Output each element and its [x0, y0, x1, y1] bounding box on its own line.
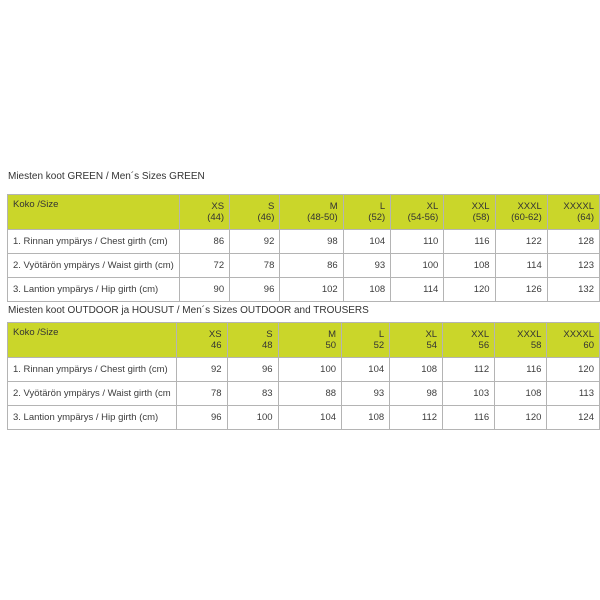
size-header-label: Koko /Size	[8, 195, 180, 230]
table-row	[8, 406, 600, 430]
measurement-value: 88	[278, 382, 341, 406]
measurement-value: 100	[391, 254, 444, 278]
size-number: (54-56)	[407, 212, 439, 223]
size-number: (48-50)	[307, 212, 338, 223]
measurement-value: 98	[390, 382, 443, 406]
size-name: M	[328, 329, 337, 340]
measurement-value: 100	[227, 406, 278, 430]
size-header-cell	[547, 323, 600, 358]
size-header-cell	[390, 323, 443, 358]
size-name: XXXL	[517, 201, 542, 212]
table-row	[8, 230, 600, 254]
measurement-value: 93	[343, 254, 390, 278]
size-number: (46)	[257, 212, 275, 223]
size-header-label: Koko /Size	[8, 323, 177, 358]
measurement-value: 124	[547, 406, 600, 430]
measurement-value: 92	[176, 358, 227, 382]
size-number: 60	[583, 340, 594, 351]
measurement-label: 2. Vyötärön ympärys / Waist girth (cm	[8, 382, 177, 406]
size-name: XS	[208, 329, 222, 340]
size-number: 46	[210, 340, 222, 351]
table-header-row	[8, 195, 600, 230]
size-name: XS	[211, 201, 225, 212]
measurement-value: 110	[391, 230, 444, 254]
measurement-value: 86	[280, 254, 343, 278]
table-row	[8, 278, 600, 302]
table-row	[8, 358, 600, 382]
table-row	[8, 254, 600, 278]
size-header-cell	[342, 323, 390, 358]
measurement-label: 1. Rinnan ympärys / Chest girth (cm)	[8, 358, 177, 382]
size-name: XXXXL	[563, 201, 594, 212]
measurement-value: 108	[495, 382, 547, 406]
measurement-value: 96	[230, 278, 280, 302]
size-name: XL	[425, 329, 438, 340]
measurement-value: 96	[176, 406, 227, 430]
measurement-value: 86	[179, 230, 229, 254]
measurement-value: 116	[444, 230, 495, 254]
measurement-value: 116	[495, 358, 547, 382]
size-header-cell	[278, 323, 341, 358]
measurement-value: 83	[227, 382, 278, 406]
measurement-value: 72	[179, 254, 229, 278]
measurement-value: 90	[179, 278, 229, 302]
size-header-cell	[227, 323, 278, 358]
measurement-value: 116	[443, 406, 495, 430]
measurement-value: 93	[342, 382, 390, 406]
measurement-value: 108	[342, 406, 390, 430]
size-number: 52	[373, 340, 385, 351]
size-header-cell	[495, 323, 547, 358]
measurement-value: 120	[547, 358, 600, 382]
measurement-value: 123	[547, 254, 599, 278]
measurement-value: 98	[280, 230, 343, 254]
measurement-value: 112	[443, 358, 495, 382]
table-row	[8, 382, 600, 406]
measurement-value: 114	[495, 254, 547, 278]
size-name: L	[378, 329, 385, 340]
size-header-cell	[444, 195, 495, 230]
size-name: XXXXL	[563, 329, 594, 340]
size-number: 50	[325, 340, 337, 351]
size-number: 58	[530, 340, 542, 351]
measurement-value: 104	[342, 358, 390, 382]
measurement-label: 2. Vyötärön ympärys / Waist girth (cm)	[8, 254, 180, 278]
measurement-value: 120	[495, 406, 547, 430]
measurement-value: 92	[230, 230, 280, 254]
size-name: XXL	[471, 329, 490, 340]
size-number: 56	[478, 340, 490, 351]
measurement-label: 3. Lantion ympärys / Hip girth (cm)	[8, 278, 180, 302]
measurement-value: 96	[227, 358, 278, 382]
size-number: 48	[261, 340, 273, 351]
size-header-cell	[343, 195, 390, 230]
measurement-value: 128	[547, 230, 599, 254]
size-number: (64)	[577, 212, 594, 223]
size-header-cell	[179, 195, 229, 230]
measurement-value: 102	[280, 278, 343, 302]
size-name: XXXL	[517, 329, 542, 340]
measurement-value: 132	[547, 278, 599, 302]
size-header-cell	[547, 195, 599, 230]
measurement-value: 104	[278, 406, 341, 430]
measurement-value: 126	[495, 278, 547, 302]
measurement-label: 3. Lantion ympärys / Hip girth (cm)	[8, 406, 177, 430]
size-name: XXL	[471, 201, 490, 212]
size-header-cell	[391, 195, 444, 230]
size-name: M	[329, 201, 338, 212]
size-name: XL	[426, 201, 439, 212]
size-number: (60-62)	[511, 212, 542, 223]
size-number: (58)	[472, 212, 490, 223]
outdoor-size-table	[7, 322, 600, 430]
measurement-value: 108	[444, 254, 495, 278]
measurement-value: 112	[390, 406, 443, 430]
size-header-cell	[280, 195, 343, 230]
measurement-value: 78	[230, 254, 280, 278]
measurement-value: 108	[343, 278, 390, 302]
size-header-cell	[495, 195, 547, 230]
outdoor-sizes-title: Miesten koot OUTDOOR ja HOUSUT / Men´s Sizes OUTDOOR and TROUSERS	[8, 305, 369, 316]
measurement-value: 103	[443, 382, 495, 406]
green-sizes-title: Miesten koot GREEN / Men´s Sizes GREEN	[8, 171, 205, 182]
size-number: 54	[426, 340, 438, 351]
measurement-value: 108	[390, 358, 443, 382]
measurement-value: 104	[343, 230, 390, 254]
measurement-label: 1. Rinnan ympärys / Chest girth (cm)	[8, 230, 180, 254]
size-header-cell	[176, 323, 227, 358]
size-header-cell	[230, 195, 280, 230]
size-header-cell	[443, 323, 495, 358]
size-name: S	[268, 201, 275, 212]
measurement-value: 122	[495, 230, 547, 254]
size-number: (52)	[368, 212, 386, 223]
table-header-row	[8, 323, 600, 358]
measurement-value: 120	[444, 278, 495, 302]
green-size-table	[7, 194, 600, 302]
measurement-value: 113	[547, 382, 600, 406]
size-name: L	[379, 201, 386, 212]
size-number: (44)	[207, 212, 225, 223]
size-name: S	[266, 329, 273, 340]
measurement-value: 78	[176, 382, 227, 406]
measurement-value: 114	[391, 278, 444, 302]
measurement-value: 100	[278, 358, 341, 382]
